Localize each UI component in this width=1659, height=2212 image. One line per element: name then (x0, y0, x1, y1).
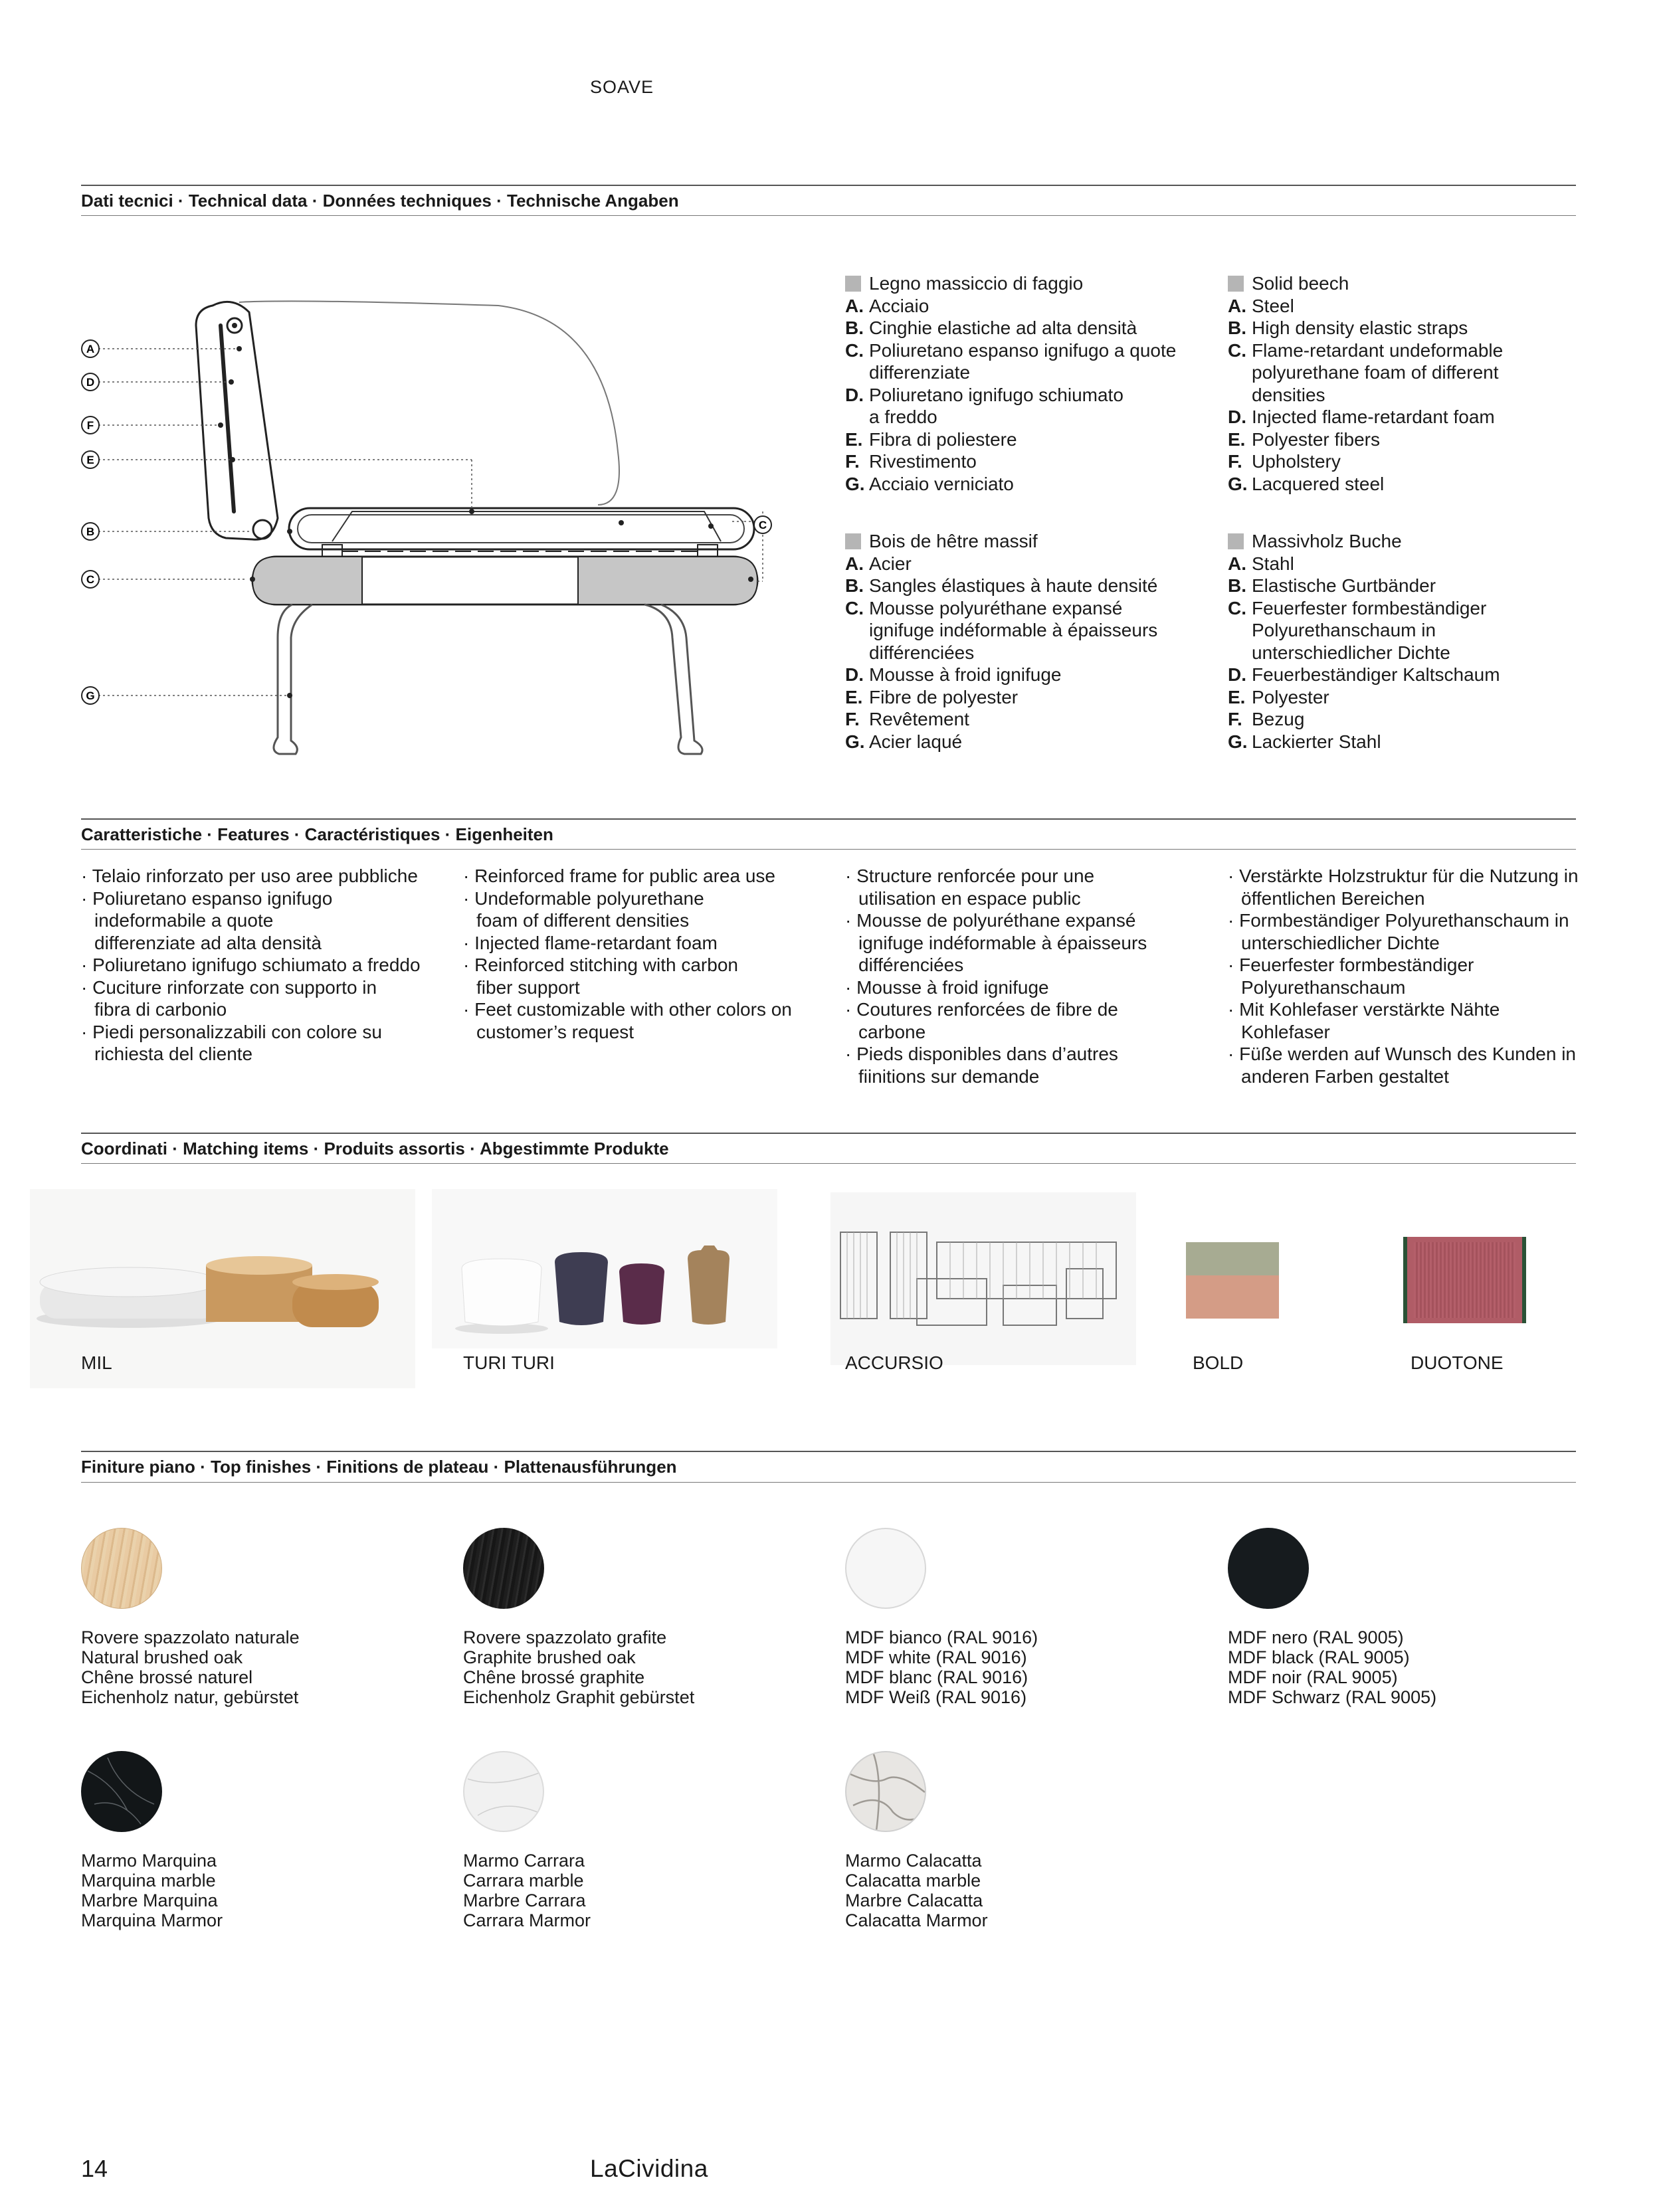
tech-text: Cinghie elastiche ad alta densità (869, 318, 1137, 338)
finish-line: Graphite brushed oak (463, 1647, 636, 1667)
tech-row (1228, 473, 1560, 496)
finish-line: MDF Schwarz (RAL 9005) (1228, 1687, 1437, 1707)
matching-label-bold: BOLD (1193, 1352, 1244, 1373)
brand-name: LaCividina (590, 2155, 708, 2182)
matching-title: Coordinati · Matching items · Produits assortis · Abgestimmte Produkte (81, 1139, 669, 1158)
accursio-product-image (830, 1192, 1136, 1365)
backrest-top-joint-dot (232, 323, 237, 328)
bold-rug-top-stripe (1186, 1242, 1279, 1275)
tech-letter: D. (845, 664, 864, 685)
finish-line: Calacatta marble (845, 1871, 981, 1890)
finish-label-natural-oak (81, 1627, 300, 1707)
tech-letter: E. (1228, 428, 1246, 450)
tech-letter: E. (1228, 686, 1246, 707)
matching-label-accursio: ACCURSIO (845, 1352, 943, 1373)
calacatta-veins (846, 1752, 925, 1831)
finish-line: Calacatta Marmor (845, 1910, 988, 1930)
tech-letter: G. (1228, 473, 1248, 494)
svg-text:A: A (86, 343, 95, 355)
tech-text: Lacquered steel (1252, 473, 1385, 494)
page-number: 14 (81, 2155, 108, 2182)
wood-row (1228, 530, 1560, 553)
leg-left (274, 604, 312, 754)
tech-letter: B. (1228, 318, 1246, 338)
tech-text: Injected flame-retardant foam (1252, 407, 1495, 427)
leader-lines (98, 349, 763, 695)
finish-line: Marquina marble (81, 1871, 216, 1890)
feature-item: · Pieds disponibles dans d’autres fiinitions sur demande (845, 1044, 1118, 1087)
tech-text: Poliuretano ignifugo schiumato a freddo (869, 384, 1123, 427)
finish-line: MDF Weiß (RAL 9016) (845, 1687, 1027, 1707)
page-header-title: SOAVE (590, 77, 654, 97)
section-rule (81, 215, 1576, 216)
feature-item: · Mousse à froid ignifuge (845, 976, 1049, 998)
tech-row (1228, 664, 1560, 686)
tech-row (845, 317, 1204, 339)
finish-line: MDF blanc (RAL 9016) (845, 1667, 1028, 1687)
label-d (82, 373, 99, 391)
duotone-rug-texture (1414, 1242, 1515, 1318)
tech-row (1228, 553, 1560, 575)
leg-right (644, 604, 702, 754)
tech-text: Acciaio verniciato (869, 473, 1014, 494)
tech-letter: F. (845, 451, 860, 472)
wood-swatch (845, 276, 861, 292)
tech-text: Lackierter Stahl (1252, 731, 1381, 752)
wood-swatch (1228, 276, 1244, 292)
tech-row (1228, 428, 1560, 451)
seat-foam-outline (332, 511, 721, 541)
finish-swatch-mdf-black[interactable] (1228, 1528, 1309, 1609)
carrara-veins (464, 1752, 543, 1831)
tech-row (845, 295, 1204, 318)
finish-label-marquina (81, 1851, 223, 1930)
tech-letter: D. (1228, 664, 1246, 685)
finish-swatch-graphite-oak[interactable] (463, 1528, 544, 1609)
feature-item: · Poliuretano ignifugo schiumato a freddo (81, 955, 421, 975)
tech-letter: C. (1228, 597, 1246, 618)
svg-text:C: C (758, 519, 767, 531)
tech-text: Mousse polyuréthane expansé ignifuge indéformable à épaisseurs différenciées (869, 597, 1158, 663)
tech-row (845, 664, 1204, 686)
matching-item-turi-turi[interactable] (432, 1189, 777, 1348)
features-french (845, 865, 1191, 1087)
turi-turi-product-image (432, 1189, 777, 1348)
tech-row (845, 708, 1204, 731)
svg-text:F: F (86, 419, 94, 432)
finish-line: Rovere spazzolato naturale (81, 1627, 300, 1647)
tech-row (1228, 597, 1560, 664)
tech-text: Fibre de polyester (869, 686, 1019, 707)
tech-list-italian (845, 272, 1204, 495)
bold-rug-bottom-stripe (1186, 1275, 1279, 1319)
seat-cushion-inner (298, 515, 744, 543)
backrest-tube (221, 325, 234, 511)
tech-row (1228, 686, 1560, 709)
wood-row (845, 272, 1204, 295)
diagram-labels (82, 340, 771, 704)
tech-letter: G. (845, 731, 865, 752)
tech-letter: E. (845, 686, 863, 707)
finish-line: Carrara marble (463, 1871, 584, 1890)
finish-line: Marbre Calacatta (845, 1890, 983, 1910)
label-c-right (754, 516, 771, 533)
section-rule (81, 1163, 1576, 1164)
feature-item: · Undeformable polyurethane foam of different densities (463, 887, 704, 931)
tech-letter: G. (845, 473, 865, 494)
wood-row (845, 530, 1204, 553)
tech-text: Fibra di poliestere (869, 428, 1017, 450)
matching-label-duotone: DUOTONE (1411, 1352, 1504, 1373)
tech-row (1228, 295, 1560, 318)
tech-text: Poliuretano espanso ignifugo a quote differenziate (869, 339, 1177, 383)
tech-text: Elastische Gurtbänder (1252, 575, 1436, 596)
finish-line: Chêne brossé naturel (81, 1667, 253, 1687)
tech-text: Acier (869, 553, 912, 574)
finish-line: MDF noir (RAL 9005) (1228, 1667, 1398, 1687)
tech-text: Acier laqué (869, 731, 963, 752)
wood-swatch (1228, 533, 1244, 549)
label-f (82, 416, 99, 434)
finish-line: MDF white (RAL 9016) (845, 1647, 1027, 1667)
technical-data-title: Dati tecnici · Technical data · Données techniques · Technische Angaben (81, 191, 679, 211)
label-a (82, 340, 99, 357)
finish-label-mdf-black (1228, 1627, 1436, 1707)
finish-line: Marbre Marquina (81, 1890, 218, 1910)
backrest-bottom-joint (253, 520, 272, 539)
matching-item-duotone[interactable] (1403, 1237, 1526, 1323)
marquina-veins (81, 1751, 162, 1832)
tech-row (845, 450, 1204, 473)
tech-letter: A. (845, 295, 864, 316)
wood-label: Solid beech (1252, 273, 1349, 294)
tech-letter: D. (1228, 407, 1246, 427)
label-c-left (82, 571, 99, 588)
matching-label-mil: MIL (81, 1352, 112, 1373)
tech-letter: C. (845, 597, 864, 618)
tech-row (1228, 575, 1560, 597)
finish-line: Chêne brossé graphite (463, 1667, 645, 1687)
feature-item: · Piedi personalizzabili con colore su richiesta del cliente (81, 1021, 382, 1064)
matching-item-accursio[interactable] (830, 1192, 1136, 1365)
finish-label-carrara (463, 1851, 591, 1930)
svg-text:C: C (86, 573, 95, 586)
wood-swatch (845, 533, 861, 549)
features-german (1228, 865, 1579, 1087)
section-rule (81, 185, 1576, 186)
tech-letter: B. (845, 575, 864, 596)
tech-row (1228, 450, 1560, 473)
tech-text: Polyester (1252, 686, 1329, 707)
feature-item: · Structure renforcée pour une utilisation en espace public (845, 866, 1095, 909)
finish-line: Eichenholz natur, gebürstet (81, 1687, 299, 1707)
finish-line: Marmo Calacatta (845, 1851, 982, 1871)
finish-line: Rovere spazzolato grafite (463, 1627, 667, 1647)
seat-side-frame-right (578, 557, 757, 604)
label-g (82, 687, 99, 704)
tech-letter: A. (1228, 553, 1246, 574)
features-italian (81, 865, 440, 1065)
feature-item: · Mit Kohlefaser verstärkte Nähte Kohlefaser (1228, 999, 1500, 1042)
tech-text: Upholstery (1252, 451, 1341, 472)
tech-text: Steel (1252, 295, 1294, 316)
tech-text: Sangles élastiques à haute densité (869, 575, 1158, 596)
finish-label-mdf-white (845, 1627, 1038, 1707)
wood-label: Bois de hêtre massif (869, 531, 1038, 551)
wood-row (1228, 272, 1560, 295)
tech-letter: B. (845, 318, 864, 338)
tech-list-english (1228, 272, 1560, 495)
tech-row (845, 428, 1204, 451)
tech-text: Rivestimento (869, 451, 977, 472)
feature-item: · Formbeständiger Polyurethanschaum in unterschiedlicher Dichte (1228, 910, 1569, 953)
finish-label-graphite-oak (463, 1627, 694, 1707)
feature-item: · Injected flame-retardant foam (463, 932, 718, 953)
finish-line: MDF black (RAL 9005) (1228, 1647, 1410, 1667)
backrest-frame (196, 302, 278, 539)
tech-text: Revêtement (869, 709, 969, 729)
feature-item: · Verstärkte Holzstruktur für die Nutzung in öffentlichen Bereichen (1228, 866, 1579, 909)
tech-letter: E. (845, 428, 863, 450)
finish-line: Marquina Marmor (81, 1910, 223, 1930)
tech-text: Feuerbeständiger Kaltschaum (1252, 664, 1500, 685)
chair-section-diagram (66, 279, 797, 784)
tech-text: High density elastic straps (1252, 318, 1468, 338)
tech-letter: B. (1228, 575, 1246, 596)
matching-label-turi-turi: TURI TURI (463, 1352, 555, 1373)
tech-list-german (1228, 530, 1560, 753)
finish-swatch-calacatta-marble[interactable] (845, 1751, 926, 1832)
elastic-straps (322, 545, 718, 557)
mil-product-image (30, 1189, 415, 1348)
tech-letter: C. (845, 339, 864, 361)
feature-item: · Füße werden auf Wunsch des Kunden in anderen Farben gestaltet (1228, 1044, 1577, 1087)
finish-swatch-natural-oak[interactable] (81, 1528, 162, 1609)
section-rule (81, 1133, 1576, 1134)
label-b (82, 523, 99, 540)
tech-row (1228, 317, 1560, 339)
tech-letter: F. (845, 709, 860, 729)
finish-swatch-marquina-marble[interactable] (81, 1751, 162, 1832)
section-rule (81, 1482, 1576, 1483)
feature-item: · Mousse de polyuréthane expansé ignifuge indéformable à épaisseurs différenciées (845, 910, 1147, 975)
finish-label-calacatta (845, 1851, 988, 1930)
tech-row (845, 731, 1204, 753)
wood-label: Legno massiccio di faggio (869, 273, 1084, 294)
tech-text: Flame-retardant undeformable polyurethane foam of different densities (1252, 339, 1504, 405)
tech-row (845, 553, 1204, 575)
section-rule (81, 1451, 1576, 1452)
section-rule (81, 818, 1576, 820)
svg-text:D: D (86, 376, 95, 389)
feature-item: · Coutures renforcées de fibre de carbone (845, 999, 1118, 1042)
finish-line: Marmo Marquina (81, 1851, 217, 1871)
tech-row (845, 575, 1204, 597)
svg-text:B: B (86, 525, 95, 538)
finish-swatch-mdf-white[interactable] (845, 1528, 926, 1609)
tech-row (1228, 731, 1560, 753)
svg-text:G: G (86, 690, 95, 702)
tech-text: Feuerfester formbeständiger Polyurethanschaum in unterschiedlicher Dichte (1252, 597, 1487, 663)
label-e (82, 451, 99, 468)
tech-letter: G. (1228, 731, 1248, 752)
feature-item: · Feuerfester formbeständiger Polyurethanschaum (1228, 955, 1474, 998)
tech-letter: A. (1228, 295, 1246, 316)
seat-side-frame-left (252, 557, 362, 604)
tech-row (845, 473, 1204, 496)
wood-label: Massivholz Buche (1252, 531, 1402, 551)
tech-letter: D. (845, 384, 864, 405)
finish-line: Marbre Carrara (463, 1890, 586, 1910)
finish-line: MDF nero (RAL 9005) (1228, 1627, 1404, 1647)
tech-row (845, 686, 1204, 709)
tech-row (1228, 708, 1560, 731)
finish-swatch-carrara-marble[interactable] (463, 1751, 544, 1832)
feature-item: · Reinforced stitching with carbon fiber support (463, 955, 738, 998)
tech-row (845, 384, 1204, 428)
tech-list-french (845, 530, 1204, 753)
feature-item: · Reinforced frame for public area use (463, 866, 775, 886)
tech-row (1228, 339, 1560, 407)
finish-line: MDF bianco (RAL 9016) (845, 1627, 1038, 1647)
feature-item: · Poliuretano espanso ignifugo indeformabile a quote differenziate ad alta densità (81, 887, 333, 953)
finish-line: Natural brushed oak (81, 1647, 243, 1667)
tech-text: Mousse à froid ignifuge (869, 664, 1062, 685)
tech-row (845, 339, 1204, 384)
feature-item: · Telaio rinforzato per uso aree pubbliche (81, 866, 418, 886)
finish-line: Marmo Carrara (463, 1851, 585, 1871)
features-title: Caratteristiche · Features · Caractéristiques · Eigenheiten (81, 824, 553, 844)
finishes-title: Finiture piano · Top finishes · Finitions de plateau · Plattenausführungen (81, 1457, 677, 1477)
tech-row (1228, 406, 1560, 428)
finish-line: Eichenholz Graphit gebürstet (463, 1687, 695, 1707)
tech-text: Polyester fibers (1252, 428, 1380, 450)
tech-letter: F. (1228, 709, 1242, 729)
finish-line: Carrara Marmor (463, 1910, 591, 1930)
tech-text: Stahl (1252, 553, 1294, 574)
tech-letter: F. (1228, 451, 1242, 472)
feature-item: · Cuciture rinforzate con supporto in fibra di carbonio (81, 976, 377, 1020)
backrest-outline (239, 301, 619, 505)
tech-row (845, 597, 1204, 664)
svg-text:E: E (86, 454, 94, 466)
features-english (463, 865, 809, 1043)
tech-text: Bezug (1252, 709, 1305, 729)
section-rule (81, 849, 1576, 850)
tech-text: Acciaio (869, 295, 929, 316)
tech-letter: A. (845, 553, 864, 574)
matching-item-bold[interactable] (1183, 1236, 1282, 1322)
tech-letter: C. (1228, 339, 1246, 361)
feature-item: · Feet customizable with other colors on customer’s request (463, 999, 792, 1042)
